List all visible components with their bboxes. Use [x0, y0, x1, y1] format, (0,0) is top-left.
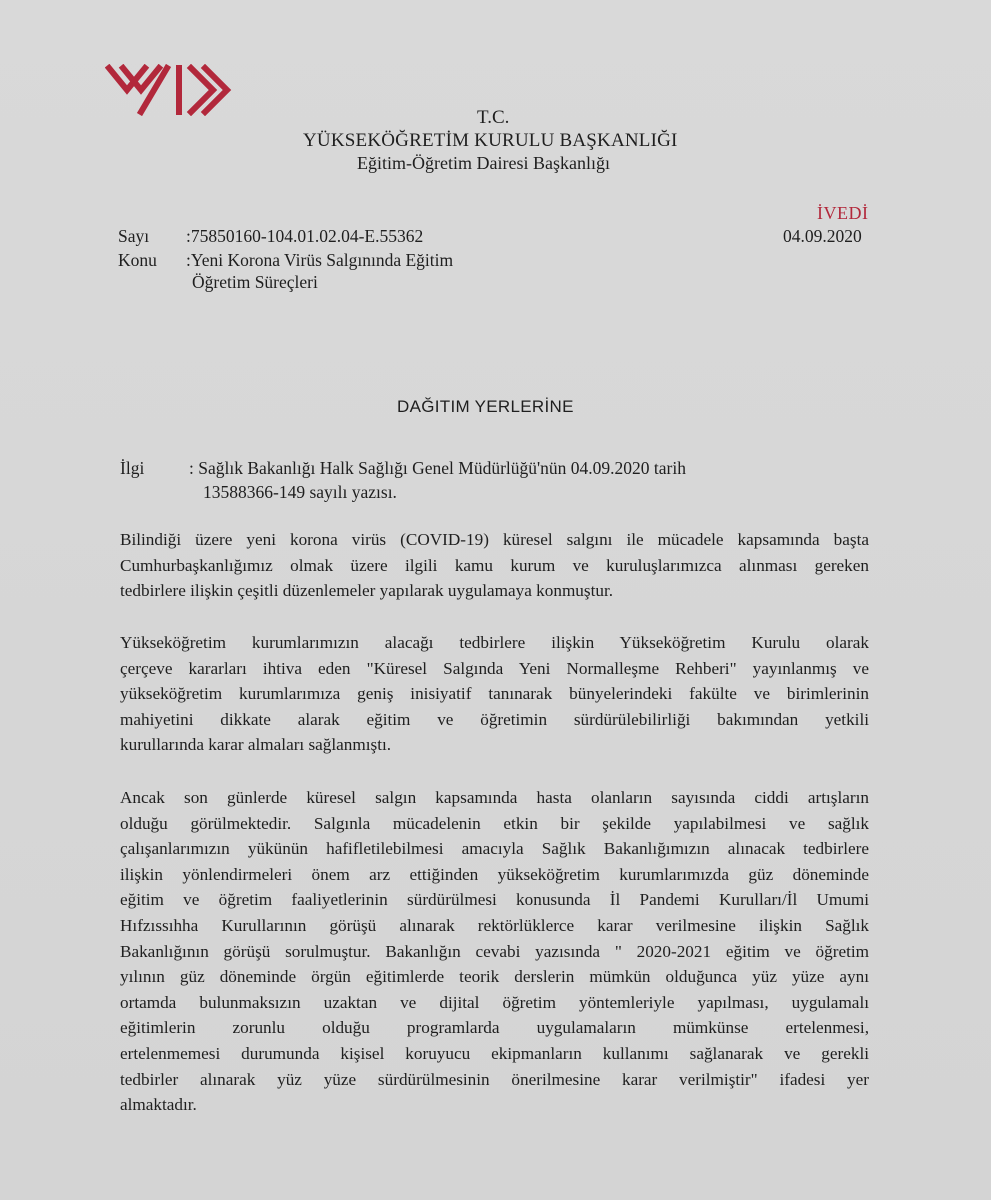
ilgi-line1: : Sağlık Bakanlığı Halk Sağlığı Genel Müdürlüğü'nün 04.09.2020 tarih: [189, 458, 686, 478]
paragraph-line: eğitimlerin zorunlu olduğu programlarda uygulamaların mümkünse ertelenmesi,: [120, 1018, 869, 1038]
paragraph-line: yükseköğretim kurumlarımıza geniş inisiyatif tanınarak bünyelerindeki fakülte ve birimlerinin: [120, 684, 869, 704]
paragraph-line: ortamda bulunmaksızın uzaktan ve dijital öğretim yöntemleriyle yapılması, uygulamalı: [120, 992, 869, 1012]
konu-value-line1: :Yeni Korona Virüs Salgınında Eğitim: [186, 250, 454, 270]
paragraph-line: Yükseköğretim kurumlarımızın alacağı tedbirlere ilişkin Yükseköğretim Kurulu olarak: [120, 633, 869, 652]
paragraph-line: eğitim ve öğretim faaliyetlerinin sürdürülmesi konusunda İl Pandemi Kurulları/İl Umumi: [120, 890, 869, 910]
paragraph-line: almaktadır.: [120, 1095, 197, 1115]
paragraph-line: mahiyetini dikkate alarak eğitim ve öğretimin sürdürülebilirliği bakımından yetkili: [120, 709, 869, 729]
paragraph-line: çerçeve kararları ihtiva eden "Küresel Salgında Yeni Normalleşme Rehberi" yayınlanmış ve: [120, 658, 869, 678]
document-date: 04.09.2020: [783, 226, 862, 246]
paragraph-line: Bakanlığının görüşü sorulmuştur. Bakanlığın cevabi yazısında " 2020-2021 eğitim ve öğretim: [120, 941, 869, 961]
paragraph-line: tedbirlere ilişkin çeşitli düzenlemeler yapılarak uygulamaya konmuştur.: [120, 581, 614, 601]
konu-value-line2: Öğretim Süreçleri: [192, 272, 318, 292]
paragraph-1: [120, 527, 869, 604]
paragraph-line: Ancak son günlerde küresel salgın kapsamında hasta olanların sayısında ciddi artışların: [120, 788, 869, 807]
ilgi-label: İlgi: [120, 458, 145, 478]
addressee-heading: DAĞITIM YERLERİNE: [397, 397, 574, 416]
urgency-label: İVEDİ: [817, 203, 869, 223]
ilgi-line2: 13588366-149 sayılı yazısı.: [203, 482, 397, 502]
paragraph-line: tedbirler alınarak yüz yüze sürdürülmesinin önerilmesine karar verilmiştir" ifadesi yer: [120, 1069, 869, 1089]
paragraph-line: ertelenmemesi durumunda kişisel koruyucu ekipmanların kullanımı sağlanarak ve gerekli: [120, 1043, 869, 1063]
paragraph-line: Cumhurbaşkanlığımız olmak üzere ilgili kamu kurum ve kuruluşlarımızca alınması gereken: [120, 555, 869, 575]
sayi-label: Sayı: [118, 226, 150, 246]
paragraph-line: ilişkin yönlendirmeleri önem arz ettiğinden yükseköğretim kurumlarımızda güz döneminde: [120, 864, 869, 884]
paragraph-line: çalışanlarımızın yükünün hafifletilebilmesi amacıyla Sağlık Bakanlığımızın alınacak tedbirlere: [120, 839, 869, 859]
paragraph-line: yılının güz döneminde örgün eğitimlerde teorik derslerin mümkün olduğunca yüz yüze aynı: [120, 967, 869, 987]
paragraph-3: [120, 785, 869, 1118]
yok-logo-icon: [105, 64, 233, 116]
paragraph-line: Hıfzıssıhha Kurullarının görüşü alınarak rektörlüklerce karar verilmesine ilişkin Sağlık: [120, 915, 869, 935]
paragraph-line: Bilindiği üzere yeni korona virüs (COVID-19) küresel salgını ile mücadele kapsamında başta: [120, 530, 869, 549]
paragraph-2: [120, 630, 869, 758]
paragraph-line: kurullarında karar almaları sağlanmıştı.: [120, 735, 392, 755]
konu-label: Konu: [118, 250, 157, 270]
sayi-value: :75850160-104.01.02.04-E.55362: [186, 226, 424, 246]
paragraph-line: olduğu görülmektedir. Salgınla mücadelenin etkin bir şekilde yapılabilmesi ve sağlık: [120, 813, 869, 833]
document-page: T.C. YÜKSEKÖĞRETİM KURULU BAŞKANLIĞI Eğitim-Öğretim Dairesi Başkanlığı İVEDİ 04.09.2020 Sayı :75850160-104.01.02.04-E.55362 Konu :Yeni Korona Virüs Salgınında Eğitim Öğretim Süreçleri DAĞITIM YERLERİNE İlgi : Sağlık Bakanlığı Halk Sağlığı Genel Müdürlüğü'nün 04.09.2020 tarih 13588366-149 sayılı yazısı. Bilindiği üzere yeni korona virüs (COVID-19) küresel salgını ile mücadele kapsamında başta Cumhurbaşkanlığımız olmak üzere ilgili kamu kurum ve kuruluşlarımızca alınması gereken tedbirlere ilişkin çeşitli düzenlemeler yapılarak uygulamaya konmuştur. Yükseköğretim kurumlarımızın alacağı tedbirlere ilişkin Yükseköğretim Kurulu olarak çerçeve kararları ihtiva eden "Küresel Salgında Yeni Normalleşme Rehberi" yayınlanmış ve yükseköğretim kurumlarımıza geniş inisiyatif tanınarak bünyelerindeki fakülte ve birimlerinin mahiyetini dikkate alarak eğitim ve öğretimin sürdürülebilirliği bakımından yetkili kurullarında karar almaları sağlanmıştı. Ancak son günlerde küresel salgın kapsamında hasta olanların sayısında ciddi artışların olduğu görülmektedir. Salgınla mücadelenin etkin bir şekilde yapılabilmesi ve sağlık çalışanlarımızın yükünün hafifletilebilmesi amacıyla Sağlık Bakanlığımızın alınacak tedbirlere ilişkin yönlendirmeleri önem arz ettiğinden yükseköğretim kurumlarımızda güz döneminde eğitim ve öğretim faaliyetlerinin sürdürülmesi konusunda İl Pandemi Kurulları/İl Umumi Hıfzıssıhha Kurullarının görüşü alınarak rektörlüklerce karar verilmesine ilişkin Sağlık Bakanlığının görüşü sorulmuştur. Bakanlığın cevabi yazısında " 2020-2021 eğitim ve öğretim yılının güz döneminde örgün eğitimlerde teorik derslerin mümkün olduğunca yüz yüze aynı ortamda bulunmaksızın uzaktan ve dijital öğretim yöntemleriyle yapılması, uygulamalı eğitimlerin zorunlu olduğu programlarda uygulamaların mümkünse ertelenmesi, ertelenmemesi durumunda kişisel koruyucu ekipmanların kullanımı sağlanarak ve gerekli tedbirler alınarak yüz yüze sürdürülmesinin önerilmesine karar verilmiştir" ifadesi yer almaktadır.: [0, 0, 991, 1200]
